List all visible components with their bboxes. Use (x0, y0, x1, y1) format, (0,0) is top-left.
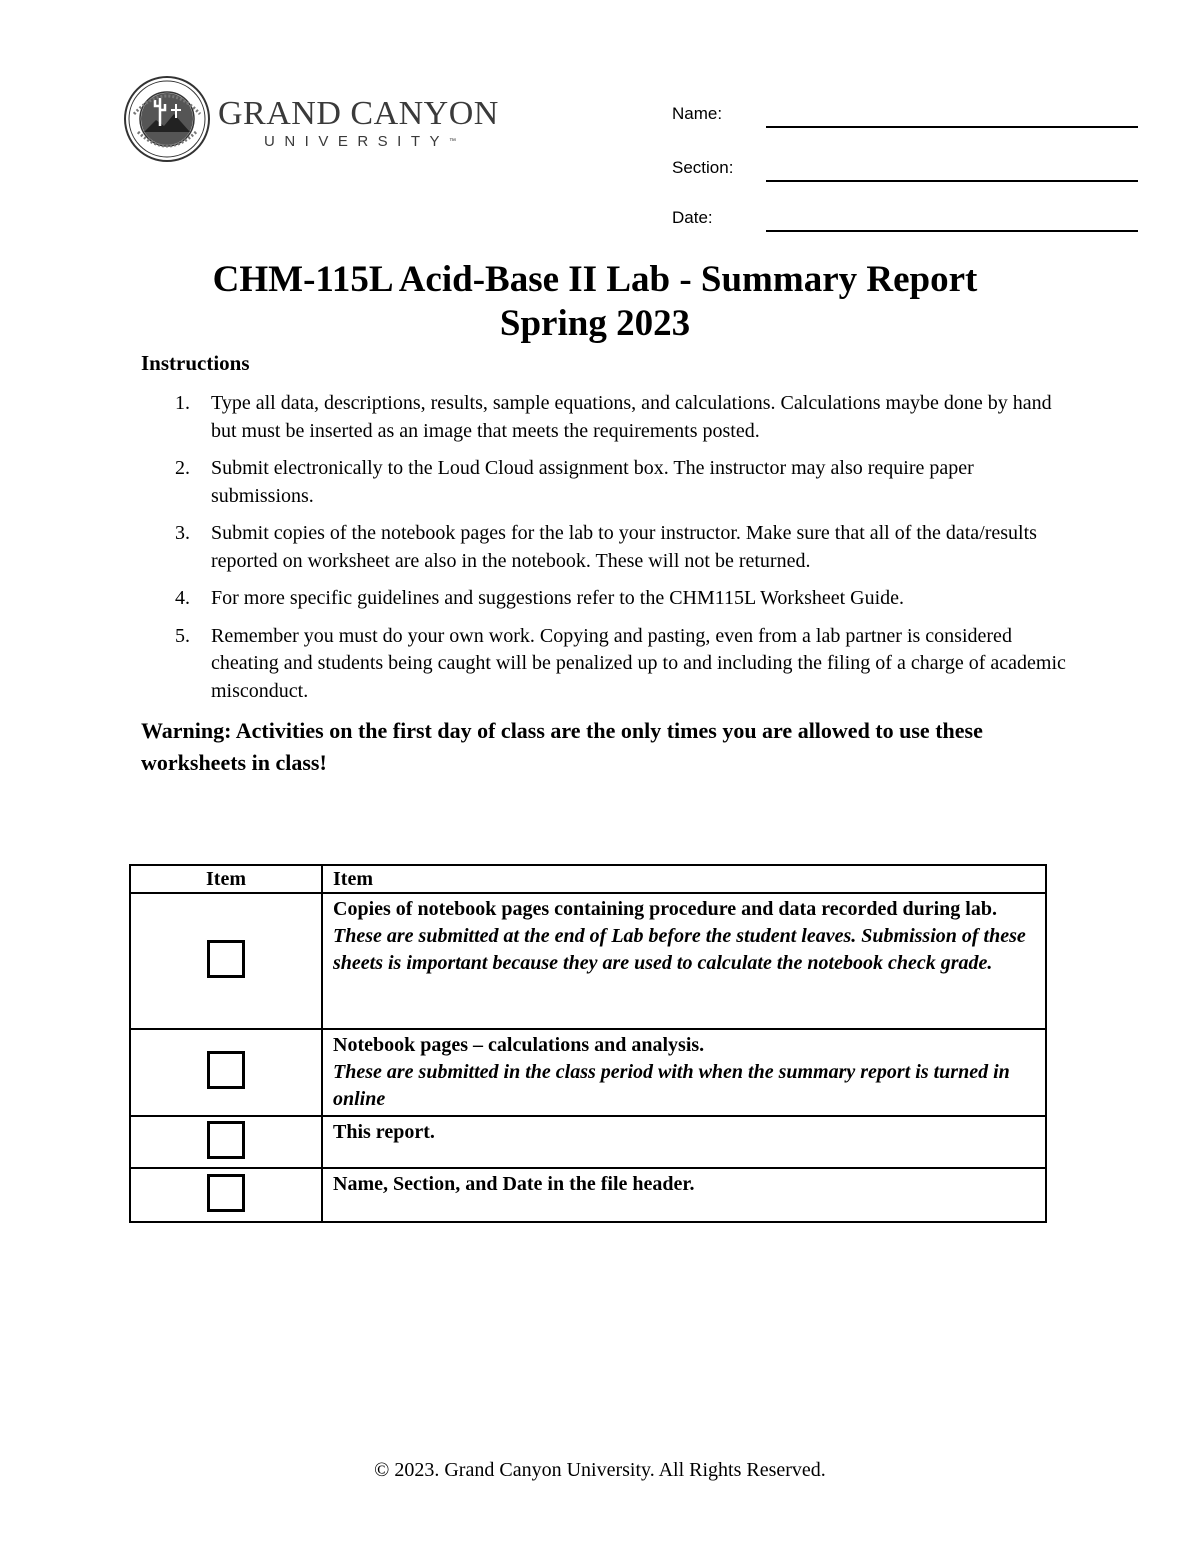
column-header-checkbox: Item (130, 865, 322, 893)
name-label: Name: (672, 104, 723, 123)
list-item-text: Remember you must do your own work. Copying and pasting, even from a lab partner is considered cheating and students being caught will be penalized up to and including the filing of a charge of academic misconduct. (211, 624, 1066, 702)
item-main-text: Copies of notebook pages containing procedure and data recorded during lab. (333, 898, 997, 920)
item-description (322, 893, 1046, 1029)
list-item-number: 1. (175, 392, 190, 414)
checkbox[interactable] (207, 1121, 245, 1159)
checkbox-cell (130, 1116, 322, 1168)
section-field[interactable] (672, 158, 1142, 188)
checkbox-cell (130, 1029, 322, 1116)
table-row (130, 1116, 1046, 1168)
checkbox-cell (130, 893, 322, 1029)
submission-checklist-table (129, 864, 1047, 1223)
list-item (141, 390, 1071, 445)
date-label: Date: (672, 208, 713, 227)
item-description (322, 1168, 1046, 1222)
list-item-number: 2. (175, 457, 190, 479)
trademark-symbol: ™ (449, 138, 457, 145)
list-item (141, 623, 1071, 706)
document-title (0, 258, 1200, 346)
checkbox-cell (130, 1168, 322, 1222)
list-item (141, 520, 1071, 575)
title-line2: Spring 2023 (499, 303, 691, 344)
name-input-line[interactable] (766, 126, 1138, 128)
list-item-text: For more specific guidelines and suggestions refer to the CHM115L Worksheet Guide. (211, 587, 905, 609)
item-note-text: These are submitted in the class period with when the summary report is turned in online (333, 1061, 1010, 1110)
instructions-section (141, 348, 1071, 779)
list-item-number: 3. (175, 522, 190, 544)
table-row (130, 893, 1046, 1029)
item-main-text: Notebook pages – calculations and analysis. (333, 1034, 705, 1056)
date-input-line[interactable] (766, 230, 1138, 232)
date-field[interactable] (672, 208, 1142, 238)
title-line1: CHM-115L Acid-Base II Lab - Summary Report (212, 259, 978, 300)
name-field[interactable] (672, 104, 1142, 134)
item-main-text: This report. (333, 1121, 435, 1143)
item-main-text: Name, Section, and Date in the file header. (333, 1173, 695, 1195)
list-item (141, 455, 1071, 510)
logo-name-line2-text: UNIVERSITY (264, 133, 450, 150)
warning-text: Warning: Activities on the first day of class are the only times you are allowed to use these worksheets in class! (141, 718, 983, 775)
university-wordmark (218, 96, 499, 152)
item-description (322, 1029, 1046, 1116)
column-header-item: Item (322, 865, 1046, 893)
item-note-text: These are submitted at the end of Lab before the student leaves. Submission of these sheets is important because they are used to calculate the notebook check grade. (333, 925, 1026, 974)
section-input-line[interactable] (766, 180, 1138, 182)
instructions-list (141, 390, 1071, 705)
instructions-heading: Instructions (141, 351, 250, 375)
table-row (130, 1029, 1046, 1116)
list-item (141, 585, 1071, 613)
logo-name-line1: GRAND CANYON (218, 95, 499, 132)
university-logo (122, 74, 522, 164)
list-item-number: 5. (175, 624, 190, 647)
logo-name-line2 (264, 132, 499, 152)
list-item-text: Type all data, descriptions, results, sample equations, and calculations. Calculations maybe done by hand but must be inserted as an image that meets the requirements posted. (211, 392, 1052, 442)
section-label: Section: (672, 158, 734, 177)
table-header-row (130, 865, 1046, 893)
checkbox[interactable] (207, 1051, 245, 1089)
checkbox[interactable] (207, 1174, 245, 1212)
university-seal-icon (122, 74, 212, 164)
checkbox[interactable] (207, 940, 245, 978)
item-description (322, 1116, 1046, 1168)
list-item-number: 4. (175, 587, 190, 609)
list-item-text: Submit electronically to the Loud Cloud assignment box. The instructor may also require paper submissions. (211, 457, 974, 507)
table-row (130, 1168, 1046, 1222)
copyright-footer: © 2023. Grand Canyon University. All Rights Reserved. (374, 1459, 826, 1481)
list-item-text: Submit copies of the notebook pages for the lab to your instructor. Make sure that all of the data/results reported on worksheet are also in the notebook. These will not be returned. (211, 522, 1037, 572)
